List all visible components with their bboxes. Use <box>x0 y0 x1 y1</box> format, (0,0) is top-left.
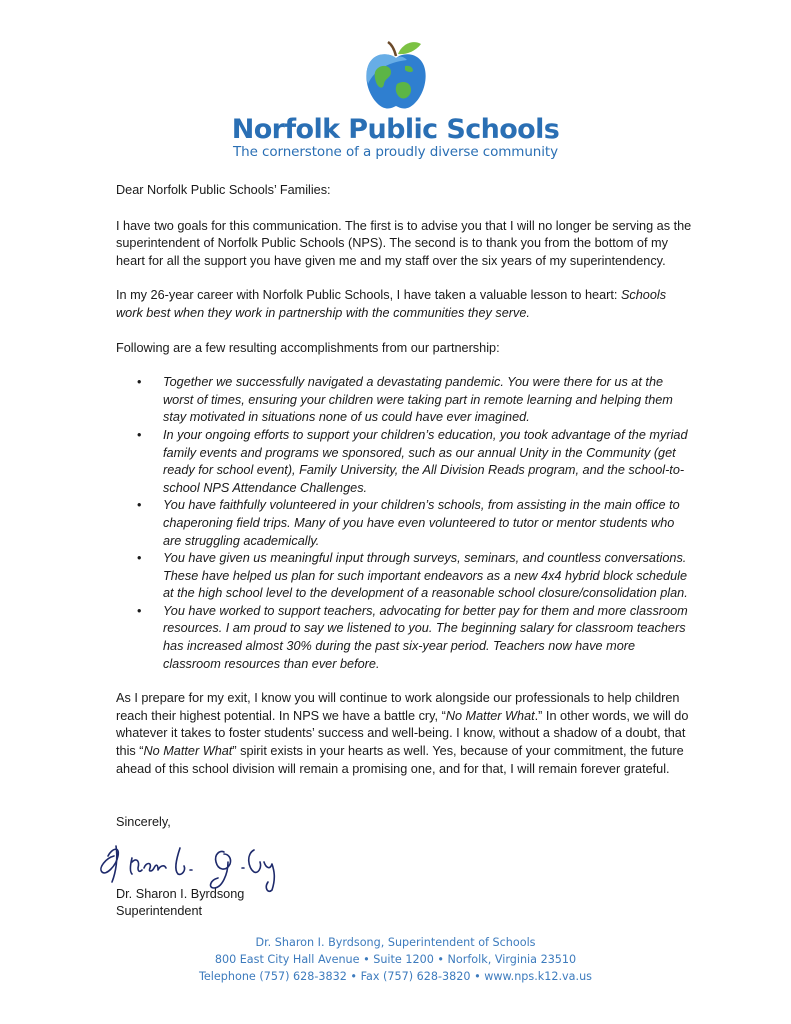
salutation: Dear Norfolk Public Schools’ Families: <box>116 183 331 197</box>
paragraph-accomplishments-intro: Following are a few resulting accomplishments from our partnership: <box>116 340 500 355</box>
signer-title: Superintendent <box>116 904 203 918</box>
closing: Sincerely, <box>116 815 171 829</box>
farewell-text-c: .” In other words, we will do whatever it takes to foster students’ success and well-being. I know, without a shadow of a doubt, that this “ <box>116 708 689 759</box>
org-name: Norfolk Public Schools <box>231 114 560 145</box>
list-item: • You have given us meaningful input through surveys, seminars, and countless conversations. These have helped us plan for such important endeavors as a new 4x4 hybrid block schedule at the high school level to the development of a reasonable school closure/consolidation plan. <box>163 550 696 603</box>
letter-body <box>116 182 696 795</box>
paragraph-career <box>116 287 696 322</box>
accomplishments-list <box>116 374 696 673</box>
list-item: • In your ongoing efforts to support your children’s education, you took advantage of the myriad family events and programs we sponsored, such as our annual Unity in the Community (get ready for school event), Family University, the All Division Reads program, and the school-to-school NPS Attendance Challenges. <box>163 427 696 497</box>
farewell-text-e: ” spirit exists in your hearts as well. Yes, because of your commitment, the future ahead of this school division will remain a promising one, and for that, I will remain forever grateful. <box>116 744 684 776</box>
paragraph-farewell <box>116 690 696 778</box>
footer-line-name: Dr. Sharon I. Byrdsong, Superintendent of Schools <box>255 936 536 949</box>
apple-globe-icon <box>361 38 431 112</box>
letterhead-footer <box>0 934 791 985</box>
signer-name: Dr. Sharon I. Byrdsong <box>116 887 245 901</box>
footer-line-contact: Telephone (757) 628-3832 • Fax (757) 628-3820 • www.nps.k12.va.us <box>198 970 592 983</box>
paragraph-career-quote: Schools work best when they work in partnership with the communities they serve. <box>116 288 667 320</box>
signer-block <box>116 886 244 920</box>
list-item: • Together we successfully navigated a devastating pandemic. You were there for us at the worst of times, ensuring your children were taking part in remote learning and helping them stay motivated in situations none of us could have ever imagined. <box>163 374 696 427</box>
list-item: • You have faithfully volunteered in your children’s schools, from assisting in the main office to chaperoning field trips. Many of you have even volunteered to tutor or mentor students who are struggling academically. <box>163 497 696 550</box>
farewell-text-a: As I prepare for my exit, I know you will continue to work alongside our professionals to help children reach their highest potential. In NPS we have a battle cry, “ <box>116 691 680 723</box>
paragraph-goals: I have two goals for this communication. The first is to advise you that I will no longer be serving as the superintendent of Norfolk Public Schools (NPS). The second is to thank you from the bottom of my heart for all the support you have given me and my staff over the six years of my superintendency. <box>116 218 692 268</box>
battle-cry: No Matter What <box>143 744 233 759</box>
footer-line-address: 800 East City Hall Avenue • Suite 1200 • Norfolk, Virginia 23510 <box>214 953 577 966</box>
list-item: • You have worked to support teachers, advocating for better pay for them and more classroom resources. I am proud to say we listened to you. The beginning salary for classroom teachers has increased almost 30% during the past six-year period. Teachers now have more classroom resources than ever before. <box>163 603 696 673</box>
battle-cry: No Matter What <box>445 708 535 723</box>
letterhead <box>0 38 791 160</box>
paragraph-career-text: In my 26-year career with Norfolk Public Schools, I have taken a valuable lesson to heart: <box>116 288 621 303</box>
org-tagline: The cornerstone of a proudly diverse community <box>233 144 558 160</box>
